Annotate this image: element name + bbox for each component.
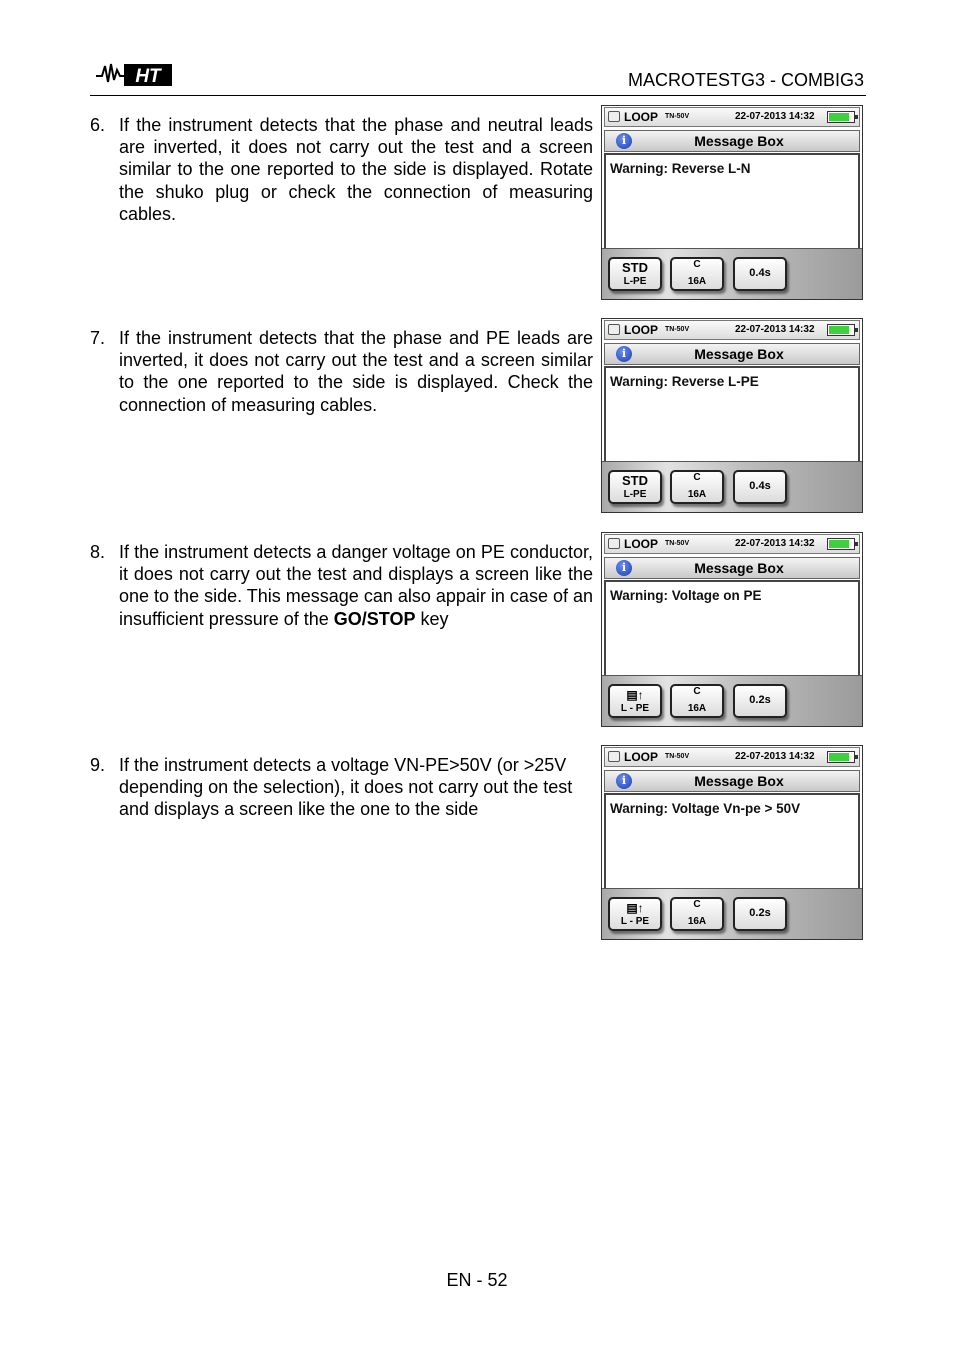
- battery-icon: [827, 111, 855, 123]
- soft-key-bar: [602, 248, 862, 299]
- time-button[interactable]: 0.4s: [733, 470, 787, 504]
- instrument-screen: [601, 745, 863, 940]
- mode-label: LOOP: [624, 750, 659, 764]
- folder-icon: [608, 111, 620, 122]
- logo-text: HT: [135, 66, 161, 87]
- message-box-title: Message Box: [694, 133, 784, 149]
- item-number: 6.: [90, 115, 106, 135]
- soft-key-bar: [602, 675, 862, 726]
- message-box-header: [604, 130, 860, 152]
- soft-key-bar: [602, 461, 862, 512]
- system-label: TN-50V: [665, 326, 690, 333]
- current-button[interactable]: C 16A: [670, 257, 724, 291]
- warning-message: Warning: Reverse L-N: [610, 161, 751, 176]
- datetime: 22-07-2013 14:32: [735, 751, 815, 762]
- item-text: If the instrument detects a voltage VN-PE>50V (or >25V depending on the selection), it does not carry out the test and displays a screen like the one to the side: [119, 755, 573, 820]
- item-text: If the instrument detects that the phase and PE leads are inverted, it does not carry out the test and a screen similar to the one reported to the side is displayed. Check the connection of measuring cables.: [119, 328, 593, 415]
- time-button[interactable]: 0.2s: [733, 684, 787, 718]
- current-button[interactable]: C 16A: [670, 470, 724, 504]
- info-icon: i: [616, 133, 632, 149]
- instrument-screen: [601, 318, 863, 513]
- datetime: 22-07-2013 14:32: [735, 111, 815, 122]
- info-icon: i: [616, 773, 632, 789]
- instrument-screen: [601, 105, 863, 300]
- document-title: MACROTESTG3 - COMBIG3: [627, 70, 864, 90]
- current-button[interactable]: C 16A: [670, 684, 724, 718]
- mode-label: LOOP: [624, 537, 659, 551]
- message-box-title: Message Box: [694, 346, 784, 362]
- item-text: If the instrument detects a danger voltage on PE conductor, it does not carry out the test and displays a screen like the one to the side. This message can also appair in case of an insufficient pressure of the GO/STOP key: [119, 542, 593, 629]
- system-label: TN-50V: [665, 753, 690, 760]
- item-text: If the instrument detects that the phase and neutral leads are inverted, it does not carry out the test and a screen similar to the one reported to the side is displayed. Rotate the shuko plug or check the connection of measuring cables.: [119, 115, 593, 224]
- soft-key-bar: [602, 888, 862, 939]
- message-box-body: [604, 793, 860, 891]
- time-button[interactable]: 0.4s: [733, 257, 787, 291]
- page-number: EN - 52: [446, 1270, 508, 1290]
- key-name: GO/STOP: [333, 608, 416, 629]
- folder-icon: [608, 538, 620, 549]
- rcd-icon: ▤↑: [626, 688, 644, 702]
- function-button[interactable]: ▤↑ L - PE: [608, 684, 662, 718]
- status-bar: [604, 107, 860, 127]
- warning-message: Warning: Voltage on PE: [610, 588, 762, 603]
- function-button[interactable]: ▤↑ L - PE: [608, 897, 662, 931]
- function-button[interactable]: STD L-PE: [608, 257, 662, 291]
- ht-logo: [94, 60, 174, 88]
- instrument-screen: [601, 532, 863, 727]
- message-box-header: [604, 557, 860, 579]
- warning-message: Warning: Voltage Vn-pe > 50V: [610, 801, 801, 816]
- time-button[interactable]: 0.2s: [733, 897, 787, 931]
- status-bar: [604, 747, 860, 767]
- folder-icon: [608, 751, 620, 762]
- item-number: 8.: [90, 542, 106, 562]
- warning-message: Warning: Reverse L-PE: [610, 374, 759, 389]
- battery-icon: [827, 751, 855, 763]
- message-box-header: [604, 770, 860, 792]
- mode-label: LOOP: [624, 110, 659, 124]
- message-box-title: Message Box: [694, 560, 784, 576]
- message-box-title: Message Box: [694, 773, 784, 789]
- page-header: [90, 58, 866, 96]
- item-number: 7.: [90, 328, 106, 348]
- status-bar: [604, 534, 860, 554]
- message-box-body: [604, 580, 860, 678]
- system-label: TN-50V: [665, 113, 690, 120]
- info-icon: i: [616, 346, 632, 362]
- battery-icon: [827, 538, 855, 550]
- item-number: 9.: [90, 755, 106, 775]
- message-box-header: [604, 343, 860, 365]
- mode-label: LOOP: [624, 323, 659, 337]
- datetime: 22-07-2013 14:32: [735, 538, 815, 549]
- info-icon: i: [616, 560, 632, 576]
- message-box-body: [604, 153, 860, 251]
- folder-icon: [608, 324, 620, 335]
- status-bar: [604, 320, 860, 340]
- current-button[interactable]: C 16A: [670, 897, 724, 931]
- system-label: TN-50V: [665, 540, 690, 547]
- rcd-icon: ▤↑: [626, 901, 644, 915]
- function-button[interactable]: STD L-PE: [608, 470, 662, 504]
- datetime: 22-07-2013 14:32: [735, 324, 815, 335]
- message-box-body: [604, 366, 860, 464]
- battery-icon: [827, 324, 855, 336]
